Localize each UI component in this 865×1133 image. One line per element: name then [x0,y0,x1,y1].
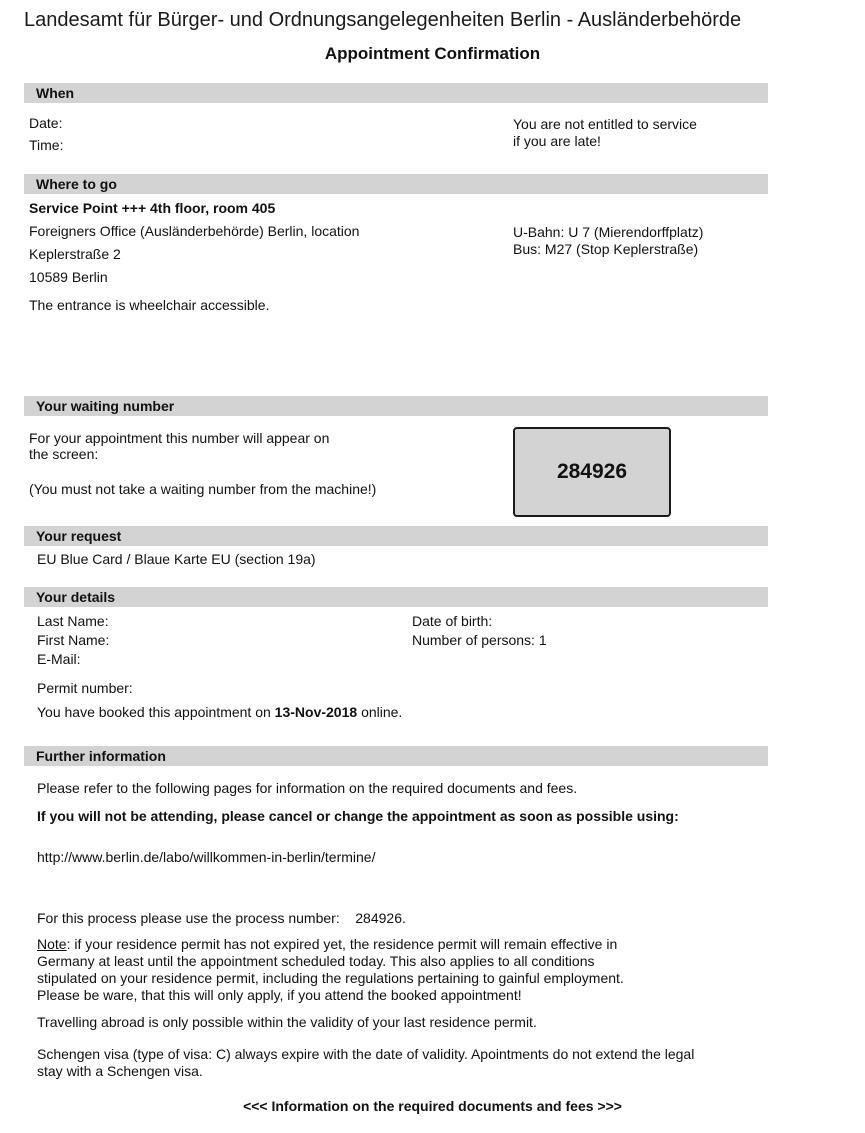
persons-label: Number of persons: [412,632,535,648]
city-address: 10589 Berlin [29,269,108,285]
request-text: EU Blue Card / Blaue Karte EU (section 19a) [37,551,316,567]
booked-suffix: online. [361,704,403,720]
note-line-2: Germany at least until the appointment scheduled today. This also applies to all conditions [37,953,595,969]
first-name-label: First Name: [37,632,110,648]
ubahn-info: U-Bahn: U 7 (Mierendorffplatz) [513,224,704,240]
process-label: For this process please use the process number: [37,910,340,926]
accessibility-note: The entrance is wheelchair accessible. [29,297,270,313]
persons-value: 1 [538,632,547,648]
permit-number-label: Permit number: [37,680,133,696]
booked-date: 13-Nov-2018 [274,704,358,720]
section-header-request: Your request [24,526,768,546]
dob-label: Date of birth: [412,613,493,629]
page-title: Appointment Confirmation [324,44,541,63]
email-label: E-Mail: [37,651,81,667]
waiting-number-box: 284926 [513,427,671,517]
process-number-line [37,910,406,927]
office-line: Foreigners Office (Ausländerbehörde) Berlin, location [29,223,360,239]
waiting-line-2: the screen: [29,446,99,462]
cancel-notice: If you will not be attending, please cancel or change the appointment as soon as possible using: [37,808,679,824]
date-label: Date: [29,115,63,131]
waiting-line-1: For your appointment this number will appear on [29,430,330,446]
late-notice-line-1: You are not entitled to service [513,116,697,132]
waiting-machine-note: (You must not take a waiting number from the machine!) [29,481,377,497]
note-text-1: : if your residence permit has not expired yet, the residence permit will remain effective in [66,936,618,952]
bus-info: Bus: M27 (Stop Keplerstraße) [513,241,699,257]
section-header-details: Your details [24,587,768,607]
process-number: 284926. [355,910,406,926]
termine-url[interactable]: http://www.berlin.de/labo/willkommen-in-berlin/termine/ [37,849,376,865]
organization-name: Landesamt für Bürger- und Ordnungsangelegenheiten Berlin - Ausländerbehörde [24,9,742,31]
service-point: Service Point +++ 4th floor, room 405 [29,200,276,216]
refer-text: Please refer to the following pages for information on the required documents and fees. [37,780,578,796]
section-header-further: Further information [24,746,768,766]
persons-count [412,632,547,649]
note-label: Note [37,936,67,952]
schengen-line-2: stay with a Schengen visa. [37,1063,203,1079]
schengen-line-1: Schengen visa (type of visa: C) always expire with the date of validity. Apointments do not extend the legal [37,1046,695,1062]
note-line-4: Please be ware, that this will only apply, if you attend the booked appointment! [37,987,522,1003]
note-line-3: stipulated on your residence permit, including the regulations pertaining to gainful employment. [37,970,624,986]
section-header-where: Where to go [24,174,768,194]
note-line-1 [37,936,617,953]
late-notice-line-2: if you are late! [513,133,601,149]
documents-fees-link[interactable]: <<< Information on the required documents and fees >>> [243,1098,622,1114]
time-label: Time: [29,137,64,153]
last-name-label: Last Name: [37,613,109,629]
travel-note: Travelling abroad is only possible within the validity of your last residence permit. [37,1014,537,1030]
booked-prefix: You have booked this appointment on [37,704,271,720]
section-header-waiting: Your waiting number [24,396,768,416]
booked-notice [37,704,402,721]
street-address: Keplerstraße 2 [29,246,121,262]
section-header-when: When [24,83,768,103]
